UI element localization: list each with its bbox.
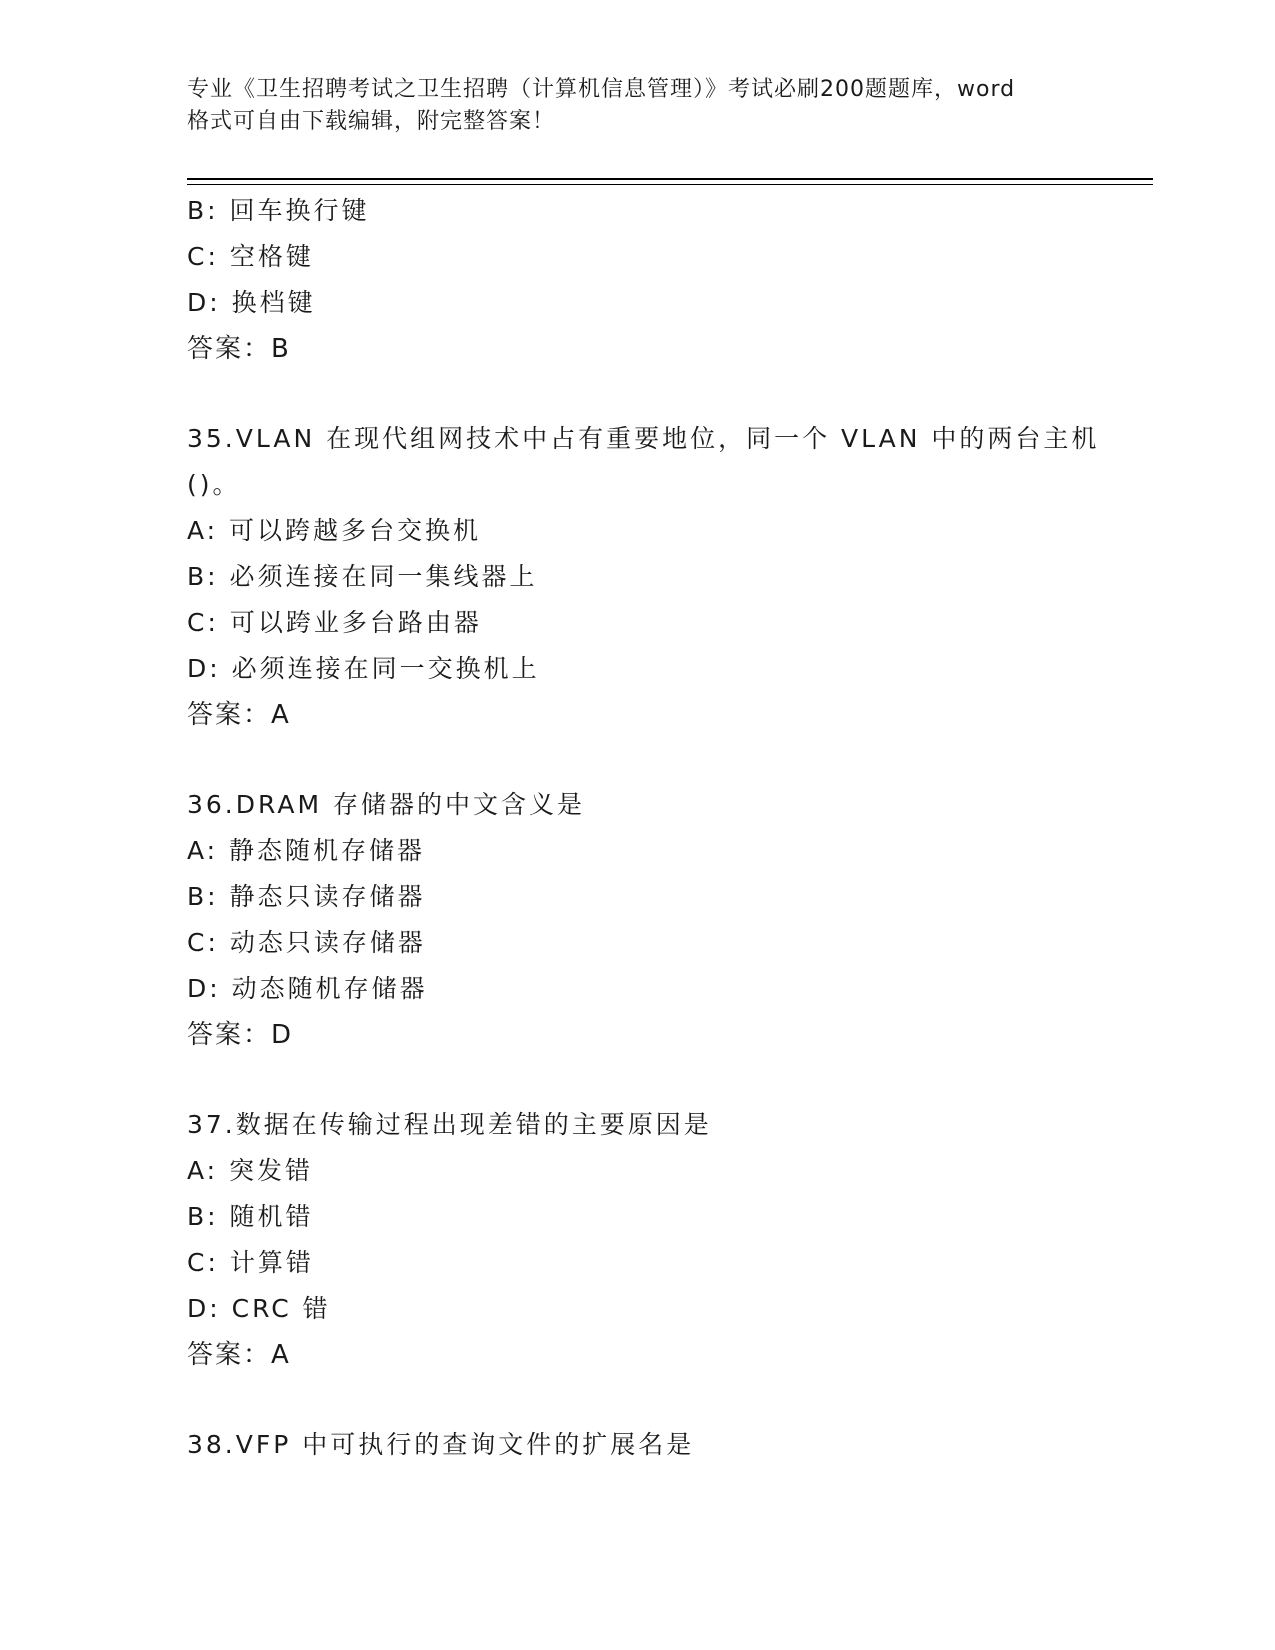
option-d: D: 动态随机存储器 [187,974,428,1003]
option-c: C: 空格键 [187,242,314,271]
option-a: A: 可以跨越多台交换机 [187,516,482,545]
question-38 [187,1422,1107,1468]
question-stem-line-1: 35.VLAN 在现代组网技术中占有重要地位，同一个 VLAN 中的两台主机 [187,424,1100,453]
question-stem: 36.DRAM 存储器的中文含义是 [187,790,585,819]
question-35 [187,416,1107,738]
answer-line: 答案：D [187,1020,294,1050]
document-header [187,74,1087,138]
option-d: D: 换档键 [187,288,316,317]
answer-line: 答案：B [187,334,291,364]
option-d: D: 必须连接在同一交换机上 [187,654,540,683]
option-c: C: 可以跨业多台路由器 [187,608,482,637]
header-rule-thick [187,178,1153,180]
option-b: B: 回车换行键 [187,196,370,225]
question-stem: 38.VFP 中可执行的查询文件的扩展名是 [187,1430,695,1459]
option-b: B: 必须连接在同一集线器上 [187,562,538,591]
question-36 [187,782,1107,1058]
question-37 [187,1102,1107,1378]
spacer [187,1378,1107,1422]
answer-line: 答案：A [187,700,291,730]
question-34 [187,188,1107,372]
header-line-2: 格式可自由下载编辑，附完整答案！ [187,109,556,134]
header-line-1: 专业《卫生招聘考试之卫生招聘（计算机信息管理）》考试必刷200题题库，word [187,77,1016,102]
header-rule-thin [187,184,1153,185]
option-b: B: 静态只读存储器 [187,882,426,911]
question-list [187,188,1107,1468]
option-b: B: 随机错 [187,1202,314,1231]
spacer [187,372,1107,416]
question-stem-line-2: ()。 [187,470,241,499]
option-a: A: 静态随机存储器 [187,836,426,865]
option-c: C: 动态只读存储器 [187,928,426,957]
answer-line: 答案：A [187,1340,291,1370]
spacer [187,738,1107,782]
option-a: A: 突发错 [187,1156,314,1185]
spacer [187,1058,1107,1102]
option-c: C: 计算错 [187,1248,314,1277]
option-d: D: CRC 错 [187,1294,331,1323]
question-stem: 37.数据在传输过程出现差错的主要原因是 [187,1110,712,1139]
